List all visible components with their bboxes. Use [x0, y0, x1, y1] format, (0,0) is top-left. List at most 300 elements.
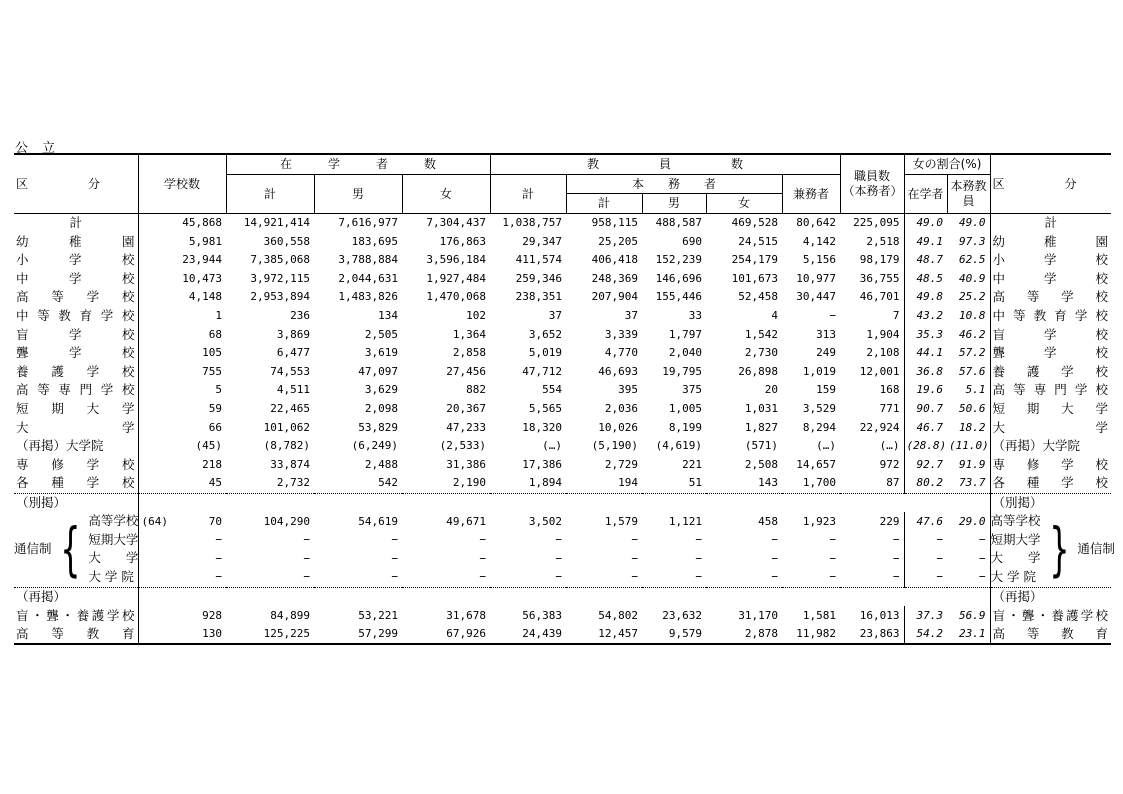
tele-sub-label-right: 大 学 院 — [990, 569, 1036, 585]
table-cell: 37.3 — [904, 606, 947, 625]
table-cell: 10,026 — [598, 420, 638, 434]
table-cell: 45 — [138, 474, 226, 493]
table-cell: 2,505 — [364, 327, 398, 341]
table-cell: 406,418 — [591, 253, 638, 267]
table-cell: 57.2 — [959, 346, 986, 360]
table-cell: 74,553 — [270, 364, 310, 378]
table-cell: 54.2 — [904, 625, 947, 645]
table-cell: 221 — [682, 457, 702, 471]
header-fulltime-female: 女 — [706, 194, 782, 214]
row-label: （再掲）大学院 — [16, 438, 104, 454]
table-cell: 53,221 — [358, 608, 398, 622]
table-cell: 5,565 — [528, 402, 562, 416]
table-cell: 2,036 — [604, 402, 638, 416]
table-cell: 755 — [138, 363, 226, 382]
table-cell: 1,581 — [802, 608, 836, 622]
table-cell: 22,924 — [859, 420, 900, 434]
table-cell: 207,904 — [591, 290, 638, 304]
table-cell: 218 — [138, 456, 226, 475]
table-cell: − — [904, 549, 947, 568]
tele-sub-label-right: 大 学 — [990, 550, 1041, 566]
table-row — [14, 568, 1111, 587]
table-cell: 542 — [378, 476, 398, 490]
row-label: 高等学校 — [16, 289, 135, 305]
table-cell: 104,290 — [263, 514, 310, 528]
table-cell: 59 — [138, 400, 226, 419]
table-cell: 101,673 — [731, 271, 778, 285]
tele-sub-label-right: 短期大学 — [990, 531, 1041, 547]
table-cell: 23,632 — [662, 608, 702, 622]
table-cell: 3,788,884 — [338, 253, 398, 267]
table-row — [14, 512, 1111, 531]
table-cell: 4 — [771, 309, 778, 323]
table-cell: 690 — [682, 234, 702, 248]
table-cell: 2,108 — [866, 346, 900, 360]
table-row — [14, 270, 1111, 289]
table-cell: − — [904, 531, 947, 550]
table-cell: 958,115 — [591, 216, 638, 230]
table-cell: − — [391, 533, 398, 547]
table-cell: 49.0 — [904, 213, 947, 232]
table-cell: 14,657 — [796, 457, 836, 471]
table-cell: 56,383 — [522, 608, 562, 622]
table-cell: 152,239 — [655, 253, 702, 267]
table-cell: 98,179 — [859, 253, 900, 267]
table-cell: (…) — [879, 439, 900, 453]
table-cell: 458 — [758, 514, 778, 528]
table-cell: 130 — [138, 625, 226, 645]
row-label-right: 中学校 — [990, 270, 1111, 289]
table-cell: 2,190 — [452, 476, 486, 490]
table-cell-value: − — [215, 570, 222, 584]
table-cell: 176,863 — [439, 234, 486, 248]
table-cell: 80,642 — [796, 216, 836, 230]
table-cell: 54,802 — [598, 608, 638, 622]
table-row — [14, 213, 1111, 232]
table-cell: − — [771, 551, 778, 565]
tele-sub-label: 大 学 院 — [88, 569, 134, 585]
table-cell: 3,619 — [364, 346, 398, 360]
table-cell: − — [892, 533, 900, 547]
table-cell: − — [479, 570, 486, 584]
table-cell: 9,579 — [642, 625, 706, 645]
tele-sub-label-right: 高等学校 — [990, 513, 1041, 529]
row-label-right: 中等教育学校 — [990, 307, 1111, 326]
header-staff: 職員数（本務者） — [840, 154, 904, 213]
table-cell: 33 — [688, 309, 702, 323]
table-cell: 1,827 — [744, 420, 778, 434]
table-row — [14, 531, 1111, 550]
row-label: 幼稚園 — [16, 233, 135, 249]
header-students-male: 男 — [314, 174, 402, 213]
row-label: 小学校 — [16, 252, 135, 268]
table-cell-value: 70 — [208, 514, 222, 528]
table-cell: 19.6 — [904, 381, 947, 400]
table-cell: 5,981 — [138, 232, 226, 251]
row-label-right: （再掲）大学院 — [990, 437, 1111, 456]
statistics-table — [14, 153, 1115, 645]
table-cell: 48.7 — [904, 251, 947, 270]
table-cell: 1,579 — [604, 514, 638, 528]
row-label-right: 高等学校 — [990, 288, 1111, 307]
row-label: 聾学校 — [16, 345, 135, 361]
table-cell: 882 — [466, 383, 486, 397]
section-label-rep: （再掲） — [14, 587, 138, 606]
table-cell: − — [555, 533, 562, 547]
table-header — [14, 154, 1111, 213]
table-cell: 25.2 — [959, 290, 986, 304]
row-label: 大学 — [16, 419, 135, 435]
table-cell: 68 — [138, 325, 226, 344]
table-cell: 87 — [886, 476, 900, 490]
table-cell: 18.2 — [959, 420, 986, 434]
header-parttime: 兼務者 — [782, 174, 840, 213]
table-row — [14, 251, 1111, 270]
table-cell: 146,696 — [655, 271, 702, 285]
table-cell: 259,346 — [515, 271, 562, 285]
header-female-ratio: 女の割合(%) — [904, 154, 990, 174]
table-cell-value: − — [215, 533, 222, 547]
table-cell: 52,458 — [738, 290, 778, 304]
table-cell: − — [829, 551, 836, 565]
table-cell: 771 — [879, 402, 900, 416]
table-cell: (45) — [138, 437, 226, 456]
section-label-rep-right: （再掲） — [990, 587, 1111, 606]
table-cell: 30,447 — [796, 290, 836, 304]
table-cell: 90.7 — [904, 400, 947, 419]
table-cell: (11.0) — [949, 439, 989, 453]
table-cell: 17,386 — [522, 457, 562, 471]
table-cell: − — [631, 551, 638, 565]
row-label-right: 小学校 — [990, 251, 1111, 270]
table-cell: 47.6 — [904, 512, 947, 531]
row-label-right: 専修学校 — [990, 456, 1111, 475]
table-cell: 4,148 — [138, 288, 226, 307]
table-cell: 1,797 — [668, 327, 702, 341]
table-cell: − — [631, 533, 638, 547]
table-cell: 31,678 — [446, 608, 486, 622]
table-cell: 238,351 — [515, 290, 562, 304]
table-cell: − — [695, 570, 702, 584]
table-cell: 12,001 — [859, 364, 900, 378]
row-label: 高等専門学校 — [16, 382, 135, 398]
header-category: 区 分 — [14, 154, 138, 213]
table-cell: 143 — [758, 476, 778, 490]
table-cell: 7,616,977 — [338, 216, 398, 230]
table-cell: 80.2 — [904, 474, 947, 493]
table-cell: 1,031 — [744, 402, 778, 416]
table-cell: 10,473 — [138, 270, 226, 289]
table-cell: 36.8 — [904, 363, 947, 382]
table-cell: 8,199 — [668, 420, 702, 434]
table-cell: 84,899 — [270, 608, 310, 622]
table-cell: 46.7 — [904, 418, 947, 437]
row-label-right: 高等専門学校 — [990, 381, 1111, 400]
row-label: 各種学校 — [16, 475, 135, 491]
table-cell: − — [303, 570, 310, 584]
row-label-right: 聾学校 — [990, 344, 1111, 363]
table-cell: (6,249) — [351, 439, 398, 453]
table-cell: − — [303, 551, 310, 565]
table-cell: 1,700 — [802, 476, 836, 490]
table-row — [14, 456, 1111, 475]
tele-prefix: (64) — [141, 514, 168, 528]
table-cell: 31,170 — [738, 608, 778, 622]
header-teachers-total: 計 — [490, 174, 566, 213]
table-cell: 3,869 — [276, 327, 310, 341]
table-cell: (2,533) — [439, 439, 486, 453]
table-cell: 2,518 — [866, 234, 900, 248]
table-cell: 45,868 — [138, 213, 226, 232]
table-cell: 1,038,757 — [502, 216, 562, 230]
table-cell: 53,829 — [358, 420, 398, 434]
table-cell: 4,770 — [604, 346, 638, 360]
table-cell: 12,457 — [566, 625, 642, 645]
table-cell: 49.0 — [959, 216, 986, 230]
table-cell: − — [978, 533, 986, 547]
table-cell: 2,878 — [706, 625, 782, 645]
table-cell: 23,944 — [138, 251, 226, 270]
table-cell: 3,502 — [528, 514, 562, 528]
table-cell: − — [391, 570, 398, 584]
table-cell: 43.2 — [904, 307, 947, 326]
table-cell: 1,927,484 — [426, 271, 486, 285]
table-cell: 5 — [138, 381, 226, 400]
tele-label-right: 通信制 — [1077, 541, 1115, 557]
table-cell: 102 — [466, 309, 486, 323]
table-cell: 2,858 — [452, 346, 486, 360]
table-cell: − — [695, 551, 702, 565]
tele-right-labels — [991, 512, 1041, 586]
table-cell: 31,386 — [446, 457, 486, 471]
table-cell: 14,921,414 — [243, 216, 310, 230]
header-fr-teachers: 本務教員 — [947, 174, 990, 213]
table-cell: (571) — [744, 439, 778, 453]
table-cell: 8,294 — [802, 420, 836, 434]
table-cell: 5,019 — [528, 346, 562, 360]
table-cell — [138, 568, 226, 587]
table-cell: 47,233 — [446, 420, 486, 434]
table-cell: 20,367 — [446, 402, 486, 416]
table-cell: 36,755 — [859, 271, 900, 285]
tele-label: 通信制 — [14, 541, 52, 557]
table-cell: 25,205 — [598, 234, 638, 248]
table-row — [14, 625, 1111, 645]
table-cell: − — [695, 533, 702, 547]
table-cell: 2,730 — [744, 346, 778, 360]
table-cell: 168 — [879, 383, 900, 397]
table-cell: 554 — [542, 383, 562, 397]
row-label-right: 盲・聾・養護学校 — [990, 606, 1111, 625]
table-cell: 248,369 — [591, 271, 638, 285]
header-fr-students: 在学者 — [904, 174, 947, 213]
table-cell: 49.1 — [904, 232, 947, 251]
table-cell: 37 — [624, 309, 638, 323]
table-cell: 27,456 — [446, 364, 486, 378]
table-cell: 1,894 — [528, 476, 562, 490]
table-cell: − — [631, 570, 638, 584]
table-cell: 29,347 — [522, 234, 562, 248]
table-cell: 49.8 — [904, 288, 947, 307]
section-label-tele-right: （別掲） — [990, 493, 1111, 512]
table-cell: 10,977 — [796, 271, 836, 285]
row-label-right: 各種学校 — [990, 474, 1111, 493]
table-cell: 2,488 — [364, 457, 398, 471]
header-fulltime: 本 務 者 — [566, 174, 782, 194]
table-cell — [138, 531, 226, 550]
table-cell: 1,904 — [866, 327, 900, 341]
table-cell: 20 — [764, 383, 778, 397]
header-category-right: 区 分 — [990, 154, 1111, 213]
table-row — [14, 474, 1111, 493]
table-cell: 47,097 — [358, 364, 398, 378]
table-cell: 35.3 — [904, 325, 947, 344]
table-row — [14, 381, 1111, 400]
row-label: 盲学校 — [16, 326, 135, 342]
table-cell: (…) — [816, 439, 836, 453]
table-cell: 48.5 — [904, 270, 947, 289]
table-cell: 66 — [138, 418, 226, 437]
table-cell: 23,863 — [840, 625, 904, 645]
table-cell: 18,320 — [522, 420, 562, 434]
table-cell: 67,926 — [402, 625, 490, 645]
table-cell: 2,732 — [276, 476, 310, 490]
table-cell: 1,542 — [744, 327, 778, 341]
table-cell: 488,587 — [655, 216, 702, 230]
left-brace-icon: { — [59, 515, 81, 584]
row-label-right: 短期大学 — [990, 400, 1111, 419]
table-cell — [138, 549, 226, 568]
table-cell: 54,619 — [358, 514, 398, 528]
table-cell: − — [771, 570, 778, 584]
section-row — [14, 493, 1111, 512]
table-row — [14, 344, 1111, 363]
row-label: 中等教育学校 — [16, 308, 135, 324]
table-cell: 23.1 — [947, 625, 990, 645]
table-cell: 6,477 — [276, 346, 310, 360]
table-cell: 2,040 — [668, 346, 702, 360]
table-cell: − — [555, 551, 562, 565]
table-cell: 24,515 — [738, 234, 778, 248]
table-cell: 50.6 — [959, 402, 986, 416]
header-schools: 学校数 — [138, 154, 226, 213]
table-cell: 1,005 — [668, 402, 702, 416]
row-label-right: 大学 — [990, 418, 1111, 437]
header-teachers: 教 員 数 — [490, 154, 840, 174]
table-cell: 26,898 — [738, 364, 778, 378]
table-row — [14, 325, 1111, 344]
table-row — [14, 606, 1111, 625]
table-cell: 159 — [816, 383, 836, 397]
table-cell: 7,304,437 — [426, 216, 486, 230]
table-cell: 46.2 — [959, 327, 986, 341]
table-cell: 360,558 — [263, 234, 310, 248]
table-cell: 2,044,631 — [338, 271, 398, 285]
row-label-right: 高等教育 — [990, 625, 1111, 645]
table-row — [14, 418, 1111, 437]
table-cell: 469,528 — [731, 216, 778, 230]
table-cell: − — [479, 533, 486, 547]
table-cell: 1,364 — [452, 327, 486, 341]
table-cell: 972 — [879, 457, 900, 471]
table-row — [14, 288, 1111, 307]
tele-sub-label: 短期大学 — [88, 531, 139, 547]
row-label: 盲・聾・養護学校 — [16, 607, 135, 623]
table-cell: 29.0 — [959, 514, 986, 528]
table-cell: 1,121 — [668, 514, 702, 528]
table-cell: 7,385,068 — [250, 253, 310, 267]
table-body-reprint — [14, 587, 1111, 644]
table-cell: 97.3 — [959, 234, 986, 248]
table-cell: 57.6 — [959, 364, 986, 378]
row-label: 中学校 — [16, 270, 135, 286]
table-row — [14, 437, 1111, 456]
table-cell: 928 — [138, 606, 226, 625]
table-cell: 51 — [688, 476, 702, 490]
section-label-tele: （別掲） — [14, 493, 138, 512]
table-cell: 225,095 — [853, 216, 900, 230]
table-cell: 3,629 — [364, 383, 398, 397]
table-cell: − — [479, 551, 486, 565]
table-cell: (5,190) — [591, 439, 638, 453]
table-cell: 1,019 — [802, 364, 836, 378]
table-cell: 4,511 — [276, 383, 310, 397]
row-label-right: 盲学校 — [990, 325, 1111, 344]
table-cell: 3,339 — [604, 327, 638, 341]
section-label: 公立 — [15, 141, 70, 156]
table-cell: 101,062 — [263, 420, 310, 434]
table-cell: 37 — [548, 309, 562, 323]
table-cell: 10.8 — [959, 309, 986, 323]
row-label-right: 養護学校 — [990, 363, 1111, 382]
table-cell: 2,729 — [604, 457, 638, 471]
row-label: 養護学校 — [16, 363, 135, 379]
table-row — [14, 232, 1111, 251]
row-label-right: 幼稚園 — [990, 232, 1111, 251]
table-body-main — [14, 213, 1111, 493]
table-cell: 3,972,115 — [250, 271, 310, 285]
table-body-correspondence — [14, 493, 1115, 587]
tele-group — [14, 512, 138, 587]
table-cell: 73.7 — [959, 476, 986, 490]
table-cell: 194 — [618, 476, 638, 490]
table-row — [14, 400, 1111, 419]
table-cell: 395 — [618, 383, 638, 397]
table-cell: 155,446 — [655, 290, 702, 304]
table-cell: 7 — [892, 309, 900, 323]
table-cell: − — [892, 551, 900, 565]
table-cell: (4,619) — [655, 439, 702, 453]
table-cell: − — [829, 309, 836, 323]
table-cell: 183,695 — [351, 234, 398, 248]
table-row — [14, 363, 1111, 382]
table-cell: 44.1 — [904, 344, 947, 363]
table-cell: 1 — [138, 307, 226, 326]
table-cell — [138, 512, 226, 531]
table-cell: 5.1 — [965, 383, 986, 397]
table-cell: 105 — [138, 344, 226, 363]
table-cell: 40.9 — [959, 271, 986, 285]
table-cell: − — [978, 551, 986, 565]
table-cell: 2,098 — [364, 402, 398, 416]
header-students: 在 学 者 数 — [226, 154, 490, 174]
table-cell: 229 — [879, 514, 900, 528]
table-cell: 33,874 — [270, 457, 310, 471]
table-cell: 3,652 — [528, 327, 562, 341]
table-cell: 91.9 — [959, 457, 986, 471]
table-cell: 254,179 — [731, 253, 778, 267]
table-cell: − — [771, 533, 778, 547]
